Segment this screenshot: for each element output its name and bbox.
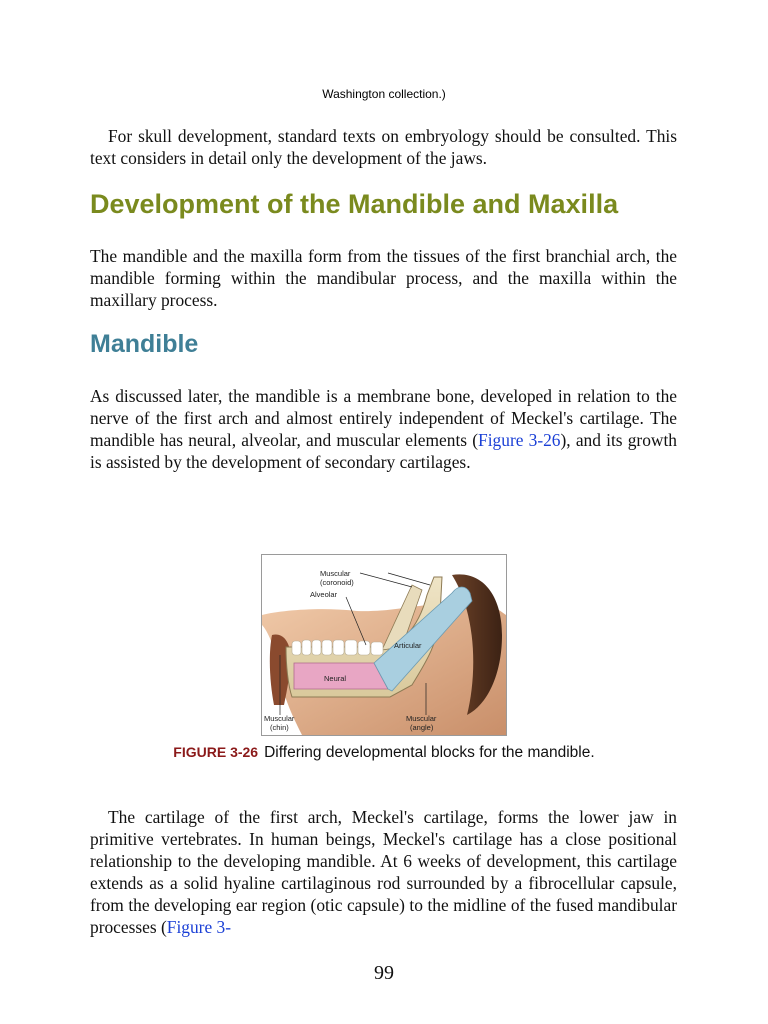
label-muscular-coronoid-1: Muscular [320, 569, 351, 578]
section-heading-mandible-maxilla: Development of the Mandible and Maxilla [90, 189, 619, 219]
figure-caption-label: FIGURE 3-26 [173, 744, 259, 760]
teeth-row [292, 640, 383, 655]
label-articular: Articular [394, 641, 422, 650]
label-muscular-coronoid-2: (coronoid) [320, 578, 354, 587]
paragraph-branchial-arch: The mandible and the maxilla form from the tissues of the first branchial arch, the mandible forming within the mandibular process, and the maxilla within the maxillary process. [90, 246, 677, 310]
paragraph-text-part: As discussed later, the mandible is a membrane bone, developed in relation to the nerve of the first arch and almost entirely independent of Meckel's cartilage. The mandible has neural, alveolar, and muscular elements ( [90, 386, 677, 450]
figure-caption-text: Differing developmental blocks for the mandible. [264, 744, 595, 761]
subsection-heading-mandible: Mandible [90, 330, 199, 358]
figure-3-26-link[interactable]: Figure 3-26 [478, 430, 561, 450]
previous-figure-caption-tail: Washington collection.) [322, 87, 446, 101]
label-muscular-chin-1: Muscular [264, 714, 295, 723]
mandible-diagram [262, 555, 506, 735]
page-number: 99 [374, 962, 394, 984]
label-muscular-chin-2: (chin) [270, 723, 289, 732]
label-muscular-angle-1: Muscular [406, 714, 437, 723]
paragraph-text-part: The cartilage of the first arch, Meckel's cartilage, forms the lower jaw in primitive vertebrates. In human beings, Meckel's cartilage has a close positional relationship to the developing mandible. At 6 weeks of development, this cartilage extends as a solid hyaline cartilaginous rod surrounded by a fibrocellular capsule, from the developing ear region (otic capsule) to the midline of the fused mandibular processes ( [90, 807, 677, 937]
paragraph-text-part: ), and its growth is assisted by the development of secondary cartilages. [90, 430, 677, 472]
figure-caption [160, 742, 608, 763]
label-alveolar: Alveolar [310, 590, 338, 599]
paragraph-skull-development: For skull development, standard texts on embryology should be consulted. This text considers in detail only the development of the jaws. [90, 126, 677, 168]
figure-3-26-illustration [261, 554, 507, 736]
paragraph-membrane-bone [90, 385, 677, 473]
paragraph-meckels-cartilage [90, 806, 677, 938]
label-neural: Neural [324, 674, 347, 683]
label-muscular-angle-2: (angle) [410, 723, 434, 732]
figure-3-link[interactable]: Figure 3- [166, 917, 232, 937]
